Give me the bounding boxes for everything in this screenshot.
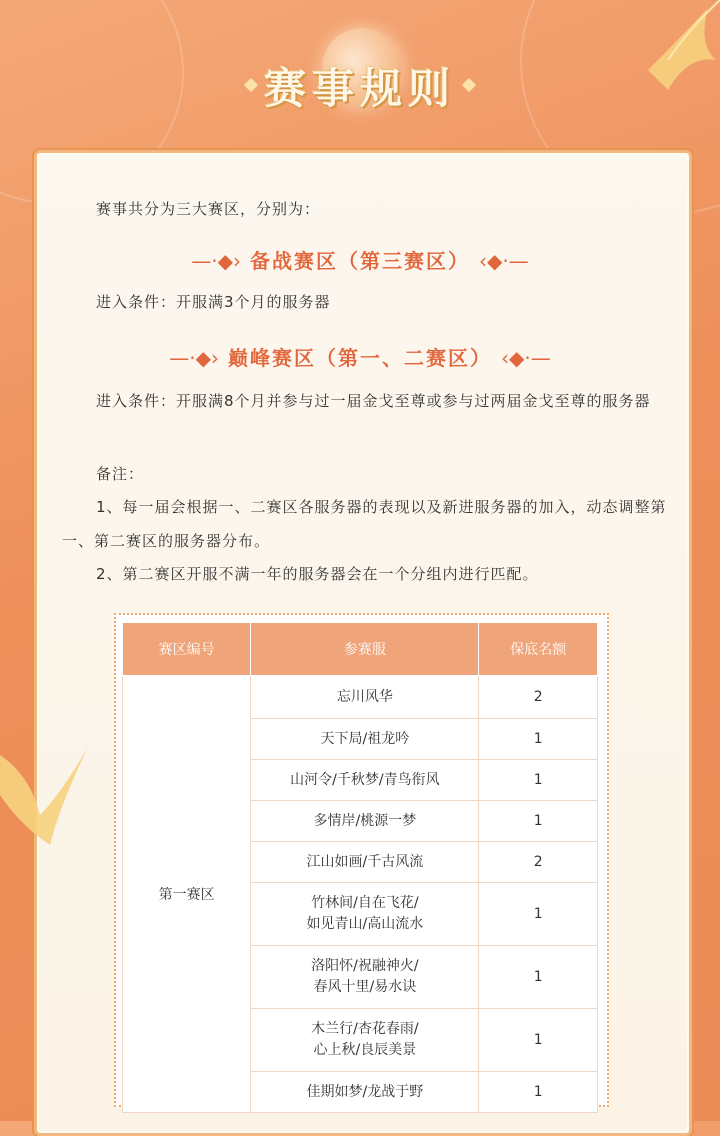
quota-cell: 1	[479, 719, 598, 760]
quota-cell: 1	[479, 946, 598, 1009]
quota-cell: 2	[479, 676, 598, 719]
server-name: 佳期如梦/龙战于野	[306, 1083, 424, 1100]
ornament-left-icon: —·◆›	[191, 249, 242, 273]
server-name: 洛阳怀/祝融神火/	[311, 958, 419, 974]
quota-cell: 1	[479, 1009, 598, 1072]
quota-cell: 2	[479, 842, 598, 883]
servers-cell	[251, 801, 479, 842]
table-row	[123, 676, 598, 719]
section-title-text: 巅峰赛区（第一、二赛区）	[228, 346, 492, 370]
servers-cell	[251, 946, 479, 1009]
servers-cell	[251, 676, 479, 719]
intro-text: 赛事共分为三大赛区，分别为：	[96, 200, 321, 218]
servers-cell	[251, 760, 479, 801]
notes-label: 备注：	[96, 465, 145, 483]
servers-cell	[251, 842, 479, 883]
region-cell: 第一赛区	[123, 676, 251, 1113]
header-region: 赛区编号	[123, 623, 251, 676]
page-title: 赛事规则	[263, 64, 456, 113]
page-header	[0, 0, 720, 150]
note-item: 2、第二赛区开服不满一年的服务器会在一个分组内进行匹配。	[96, 565, 539, 583]
server-name: 竹林间/自在飞花/	[311, 895, 419, 911]
crane-icon	[0, 735, 90, 865]
section-title-text: 备战赛区（第三赛区）	[250, 249, 470, 273]
ornament-left-icon: —·◆›	[169, 346, 220, 370]
quota-cell: 1	[479, 801, 598, 842]
servers-cell	[251, 719, 479, 760]
quota-cell: 1	[479, 883, 598, 946]
server-name: 天下局/祖龙吟	[320, 730, 410, 747]
server-name: 春风十里/易水诀	[313, 979, 417, 995]
ornament-right-icon: ‹◆·—	[478, 249, 529, 273]
note-item: 1、每一届会根据一、二赛区各服务器的表现以及新进服务器的加入，动态调整第一、第二赛区的服务器分布。	[62, 498, 667, 550]
table-header-row	[123, 623, 598, 676]
section-title-reserve	[0, 245, 720, 274]
servers-cell	[251, 883, 479, 946]
server-name: 山河令/千秋梦/青鸟衔风	[290, 771, 440, 788]
quota-cell: 1	[479, 760, 598, 801]
server-name: 多情岸/桃源一梦	[313, 812, 417, 829]
server-name: 木兰行/杏花春雨/	[311, 1021, 419, 1037]
servers-cell	[251, 1009, 479, 1072]
section-title-peak	[0, 342, 720, 371]
quota-table	[122, 622, 598, 1113]
section-condition-reserve: 进入条件：开服满3个月的服务器	[96, 293, 331, 311]
server-name: 如见青山/高山流水	[306, 916, 424, 932]
servers-cell	[251, 1072, 479, 1113]
crane-icon	[638, 0, 720, 100]
header-quota: 保底名额	[479, 623, 598, 676]
quota-cell: 1	[479, 1072, 598, 1113]
header-servers: 参赛服	[251, 623, 479, 676]
section-condition-peak: 进入条件：开服满8个月并参与过一届金戈至尊或参与过两届金戈至尊的服务器	[96, 392, 651, 410]
ornament-right-icon: ‹◆·—	[500, 346, 551, 370]
server-name: 忘川风华	[336, 688, 393, 705]
server-name: 江山如画/千古风流	[306, 853, 424, 870]
server-name: 心上秋/良辰美景	[313, 1042, 417, 1058]
